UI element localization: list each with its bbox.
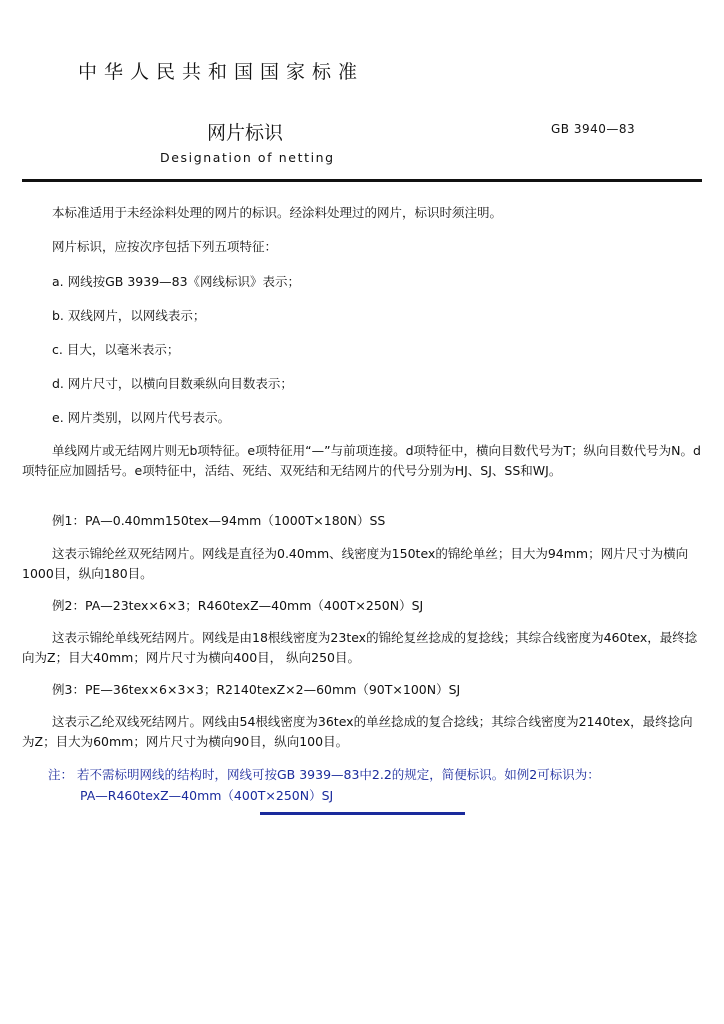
header-rule [22,179,702,182]
list-item: e. 网片类别，以网片代号表示。 [52,410,231,425]
note-line-2: PA—R460texZ—40mm（400T×250N）SJ [80,788,334,803]
english-title: Designation of netting [160,150,335,165]
example-1-code: 例1：PA—0.40mm150tex—94mm（1000T×180N）SS [52,513,386,528]
note-line-1: 注： 若不需标明网线的结构时，网线可按GB 3939—83中2.2的规定，简便标识。如例2可标识为： [48,767,600,782]
document-title: 网片标识 [207,122,284,144]
list-item: d. 网片尺寸，以横向目数乘纵向目数表示； [52,376,293,391]
intro-paragraph: 网片标识，应按次序包括下列五项特征： [52,239,278,254]
list-item: a. 网线按GB 3939—83《网线标识》表示； [52,274,301,289]
end-rule [260,812,465,815]
example-2-description: 这表示锦纶单线死结网片。网线是由18根线密度为23tex的锦纶复丝捻成的复捻线；其综合线密度为460tex，最终捻向为Z；目大40mm；网片尺寸为横向400目， 纵向250目。 [22,630,698,665]
example-3-description: 这表示乙纶双线死结网片。网线由54根线密度为36tex的单丝捻成的复合捻线；其综合线密度为2140tex，最终捻向为Z；目大为60mm；网片尺寸为横向90目，纵向100目。 [22,714,693,749]
example-3-code: 例3：PE—36tex×6×3×3；R2140texZ×2—60mm（90T×100N）SJ [52,682,461,697]
list-item: b. 双线网片，以网线表示； [52,308,206,323]
standard-code: GB 3940—83 [551,122,636,136]
rules-paragraph: 单线网片或无结网片则无b项特征。e项特征用“—”与前项连接。d项特征中，横向目数代号为T；纵向目数代号为N。d项特征应加圆括号。e项特征中，活结、死结、双死结和无结网片的代号分别为HJ、SJ、SS和WJ。 [22,443,701,478]
example-1-description: 这表示锦纶丝双死结网片。网线是直径为0.40mm、线密度为150tex的锦纶单丝；目大为94mm；网片尺寸为横向1000目，纵向180目。 [22,546,689,581]
example-2-code: 例2：PA—23tex×6×3；R460texZ—40mm（400T×250N）SJ [52,598,424,613]
standard-header: 中华人民共和国国家标准 [78,61,365,83]
list-item: c. 目大，以毫米表示； [52,342,180,357]
scope-paragraph: 本标准适用于未经涂料处理的网片的标识。经涂料处理过的网片，标识时须注明。 [52,205,503,220]
